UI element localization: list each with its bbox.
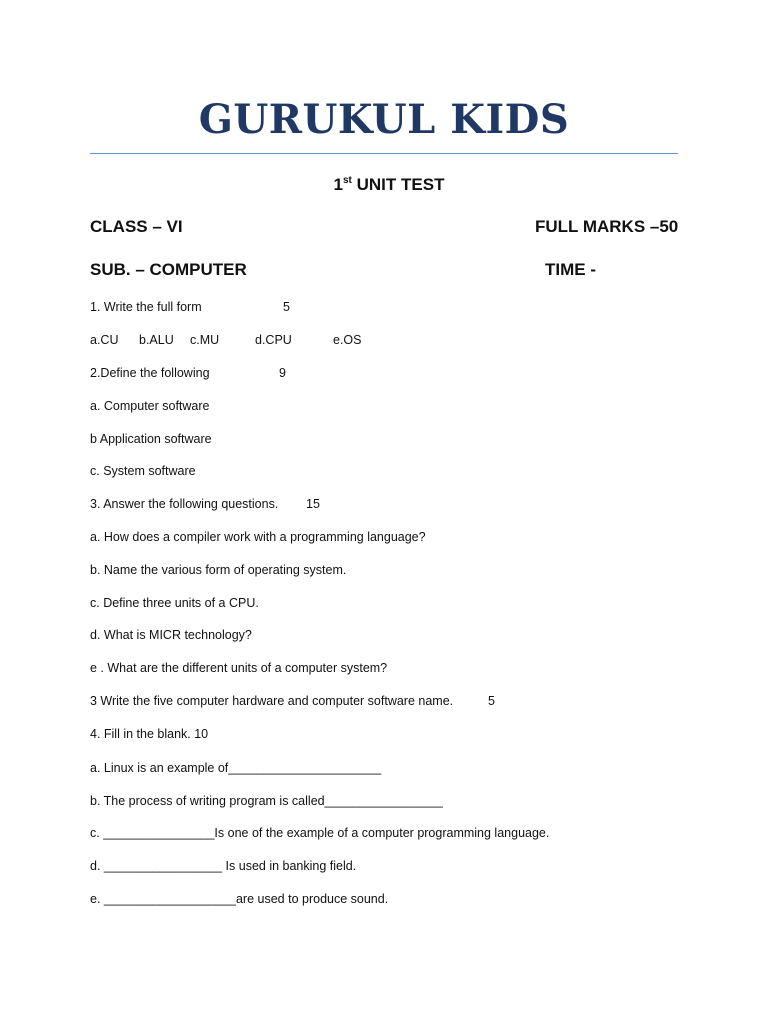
q2-title: 2.Define the following xyxy=(90,366,210,380)
q3b-title: 3 Write the five computer hardware and computer software name. xyxy=(90,694,454,708)
full-marks-label: FULL MARKS –50 xyxy=(535,217,679,236)
q4-item-c: c. ________________Is one of the example of a computer programming language. xyxy=(90,826,550,840)
q1-item-e: e.OS xyxy=(333,333,362,347)
q4-item-a: a. Linux is an example of______________________ xyxy=(90,761,382,775)
school-title: GURUKUL KIDS xyxy=(198,96,570,143)
q3-item-c: c. Define three units of a CPU. xyxy=(90,596,259,610)
q3-item-d: d. What is MICR technology? xyxy=(90,628,252,642)
q1-item-a: a.CU xyxy=(90,333,119,347)
test-number-suffix: st xyxy=(343,175,352,186)
q3-title: 3. Answer the following questions. xyxy=(90,497,279,511)
q3-item-b: b. Name the various form of operating system. xyxy=(90,563,347,577)
q3-item-e: e . What are the different units of a computer system? xyxy=(90,661,388,675)
q4-title: 4. Fill in the blank. 10 xyxy=(90,727,209,741)
q3-item-a: a. How does a compiler work with a programming language? xyxy=(90,530,426,544)
q3-marks: 15 xyxy=(306,497,320,511)
test-number: 1 xyxy=(333,175,343,194)
q2-marks: 9 xyxy=(279,366,286,380)
q4-item-e: e. ___________________are used to produce sound. xyxy=(90,892,389,906)
q3b-marks: 5 xyxy=(488,694,495,708)
q1-title: 1. Write the full form xyxy=(90,300,202,314)
test-label: UNIT TEST xyxy=(351,175,445,194)
q1-item-d: d.CPU xyxy=(255,333,292,347)
q2-item-a: a. Computer software xyxy=(90,399,210,413)
q1-marks: 5 xyxy=(283,300,290,314)
q4-item-d: d. _________________ Is used in banking field. xyxy=(90,859,357,873)
time-label: TIME - xyxy=(545,260,596,279)
title-divider xyxy=(90,153,678,154)
test-title xyxy=(0,175,768,195)
q2-item-c: c. System software xyxy=(90,464,196,478)
class-label: CLASS – VI xyxy=(90,217,183,236)
q1-item-c: c.MU xyxy=(190,333,220,347)
q4-item-b: b. The process of writing program is called_________________ xyxy=(90,794,443,808)
subject-label: SUB. – COMPUTER xyxy=(90,260,247,279)
q2-item-b: b Application software xyxy=(90,432,212,446)
q1-item-b: b.ALU xyxy=(139,333,174,347)
